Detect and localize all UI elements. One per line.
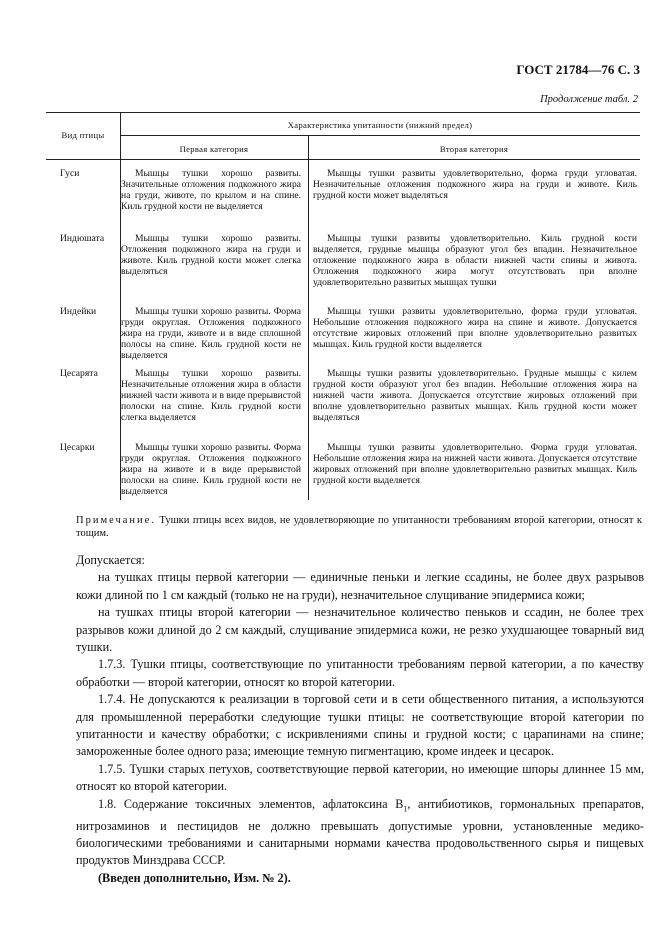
table-row-second: Мышцы тушки развиты удовлетворительно. Грудные мышцы с килем грудной кости образуют угол без впадин. Небольшие отложения жира на нижней части живота. Допускается отсутствие жировых отложений при вполне удовлетворительно развитых мышцах. Киль грудной кости может выделяться xyxy=(313,368,637,423)
table-row-bird: Индейки xyxy=(60,306,97,317)
table-row-bird: Индюшата xyxy=(60,233,105,244)
paragraph: Допускается: xyxy=(76,553,145,567)
table-row-second: Мышцы тушки развиты удовлетворительно, форма груди угловатая. Небольшие отложения подкожного жира на спине и животе. Допускается отсутствие жировых отложений при вполне удовлетворительно развитых мышцах. Киль грудной кости выделяется xyxy=(313,306,637,350)
header-second-category: Вторая категория xyxy=(439,144,509,154)
subscript: 1 xyxy=(403,804,408,814)
header-characteristic: Характеристика упитанности (нижний предел) xyxy=(287,120,473,130)
body-text xyxy=(76,552,644,887)
paragraph: на тушках птицы первой категории — единичные пеньки и легкие ссадины, не более двух разрывов кожи длиной по 1 см каждый (только не на груди), незначительное слущивание эпидермиса кожи; xyxy=(76,570,644,602)
page-header: ГОСТ 21784—76 С. 3 xyxy=(516,62,640,77)
table-row-first: Мышцы тушки хорошо развиты. Незначительные отложения жира в области нижней части живота и в виде прерывистой полоски на спине. Киль грудной кости слегка выделяется xyxy=(121,368,301,423)
amendment-note: (Введен дополнительно, Изм. № 2). xyxy=(98,870,291,885)
paragraph: 1.7.5. Тушки старых петухов, соответствующие первой категории, но имеющие шпоры длиннее 15 мм, относят ко второй категории. xyxy=(76,761,644,794)
table-row-bird: Цесарки xyxy=(60,442,95,453)
table-top-rule xyxy=(46,112,640,113)
table-row-second: Мышцы тушки развиты удовлетворительно, форма груди угловатая. Незначительные отложения подкожного жира на груди и животе. Киль грудной кости может выделяться xyxy=(313,168,637,201)
table-note xyxy=(76,514,642,540)
table-row-bird: Гуси xyxy=(60,168,80,179)
header-first-category: Первая категория xyxy=(179,144,249,154)
paragraph-part: 1.8. Содержание токсичных элементов, афлатоксина В xyxy=(98,796,404,811)
upitannost-table xyxy=(46,112,640,500)
table-row-first: Мышцы тушки хорошо развиты. Форма груди округлая. Отложения подкожного жира на груди, животе и в виде сплошной полосы на спине. Киль грудной кости не выделяется xyxy=(121,306,301,361)
table-row-second: Мышцы тушки развиты удовлетворительно. Киль грудной кости выделяется, грудные мышцы образуют угол без впадин. Незначительное отложение подкожного жира в области нижней части спины и живота. Отложения подкожного жира могут отсутствовать при вполне удовлетворительно развитых мышцах тушки xyxy=(313,233,637,288)
table-col-rule-2 xyxy=(308,135,309,500)
table-row-second: Мышцы тушки развиты удовлетворительно. Форма груди угловатая. Небольшие отложения жира на нижней части живота. Допускается отсутствие жировых отложений при вполне удовлетворительно развитых мышцах. Киль грудной кости выделяется xyxy=(313,442,637,486)
paragraph: 1.7.3. Тушки птицы, соответствующие по упитанности требованиям первой категории, а по качеству обработки — второй категории, относят ко второй категории. xyxy=(76,657,644,689)
table-row-first: Мышцы тушки хорошо развиты. Отложения подкожного жира на груди и животе. Киль грудной кости может слегка выделяться xyxy=(121,233,301,277)
paragraph-part: , антибиотиков, гормональных препаратов, нитрозаминов и пестицидов не должно превышать допустимые уровни, установленные медико-биологическими требованиями и санитарными нормами качества продовольственного сырья и пищевых продуктов Минздрава СССР. xyxy=(76,796,644,868)
table-row-bird: Цесарята xyxy=(60,368,98,379)
note-label: Примечание. xyxy=(76,515,156,526)
table-header-rule xyxy=(46,159,640,160)
paragraph: 1.7.4. Не допускаются к реализации в торговой сети и в сети общественного питания, а используются для промышленной переработки следующие тушки птицы: не соответствующие второй категории по упитанности и качеству обработки; с искривлениями спины и грудной кости; с царапинами на спине; замороженные более одного раза; имеющие темную пигментацию, кроме индеек и цесарок. xyxy=(76,692,644,759)
table-row-first: Мышцы тушки хорошо развиты. Форма груди округлая. Отложения подкожного жира на животе и в виде прерывистой полоски на спине. Киль грудной кости не выделяется xyxy=(121,442,301,497)
table-group-rule xyxy=(120,135,640,136)
note-text: Тушки птицы всех видов, не удовлетворяющие по упитанности требованиям второй категории, относят к тощим. xyxy=(76,515,642,539)
paragraph: на тушках птицы второй категории — незначительное количество пеньков и ссадин, не более трех разрывов кожи длиной до 2 см каждый, слущивание эпидермиса кожи, не резко ухудшающее товарный вид тушки. xyxy=(76,605,644,655)
paragraph xyxy=(76,796,644,870)
table-row-first: Мышцы тушки хорошо развиты. Значительные отложения подкожного жира на груди, животе, по крылом и на спине. Киль грудной кости не выделяется xyxy=(121,168,301,212)
table-continuation-label: Продолжение табл. 2 xyxy=(540,94,638,105)
header-bird-type: Вид птицы xyxy=(61,130,105,140)
